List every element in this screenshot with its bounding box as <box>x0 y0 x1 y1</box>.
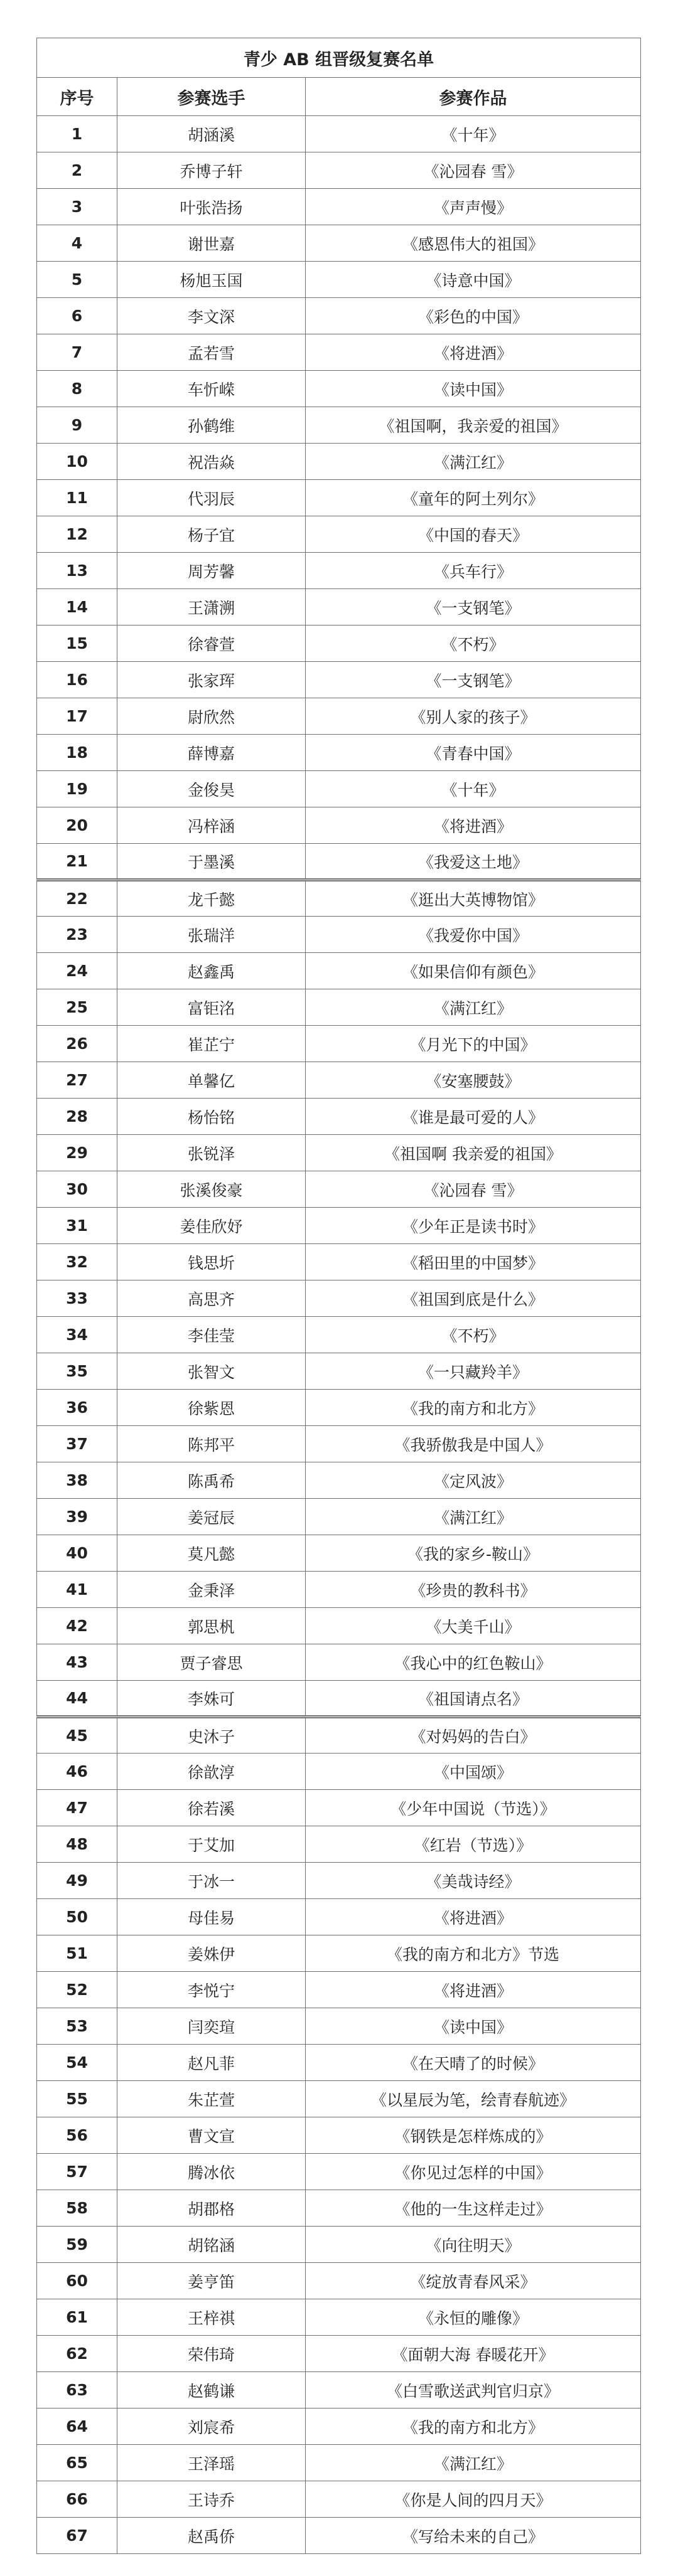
contestant-name: 乔博子轩 <box>117 152 306 189</box>
work-title: 《我爱你中国》 <box>306 917 641 953</box>
table-row <box>37 1790 641 1826</box>
table-row <box>37 1462 641 1499</box>
table-row <box>37 2117 641 2154</box>
table-row <box>37 844 641 880</box>
table-row <box>37 1062 641 1099</box>
table-row <box>37 1863 641 1899</box>
contestant-name: 胡铭涵 <box>117 2227 306 2263</box>
table-row <box>37 2263 641 2299</box>
contestant-name: 张溪俊豪 <box>117 1171 306 1208</box>
table-row <box>37 1681 641 1717</box>
work-title: 《你是人间的四月天》 <box>306 2481 641 2518</box>
table-row <box>37 1644 641 1681</box>
contestant-name: 张锐泽 <box>117 1135 306 1171</box>
contestant-name: 李佳莹 <box>117 1317 306 1353</box>
contestant-name: 杨子宜 <box>117 516 306 553</box>
row-number: 64 <box>37 2408 117 2445</box>
contestant-name: 赵鹤谦 <box>117 2372 306 2408</box>
table-row <box>37 880 641 917</box>
contestant-name: 胡涵溪 <box>117 116 306 152</box>
table-row <box>37 407 641 444</box>
row-number: 3 <box>37 189 117 225</box>
work-title: 《诗意中国》 <box>306 262 641 298</box>
work-title: 《中国的春天》 <box>306 516 641 553</box>
row-number: 41 <box>37 1572 117 1608</box>
work-title: 《珍贵的教科书》 <box>306 1572 641 1608</box>
work-title: 《谁是最可爱的人》 <box>306 1099 641 1135</box>
work-title: 《定风波》 <box>306 1462 641 1499</box>
table-row <box>37 589 641 625</box>
table-row <box>37 1390 641 1426</box>
work-title: 《红岩（节选）》 <box>306 1826 641 1863</box>
table-row <box>37 516 641 553</box>
contestant-name: 孙鹤维 <box>117 407 306 444</box>
table-row <box>37 2481 641 2518</box>
work-title: 《祖国到底是什么》 <box>306 1280 641 1317</box>
contestant-name: 徐睿萱 <box>117 625 306 662</box>
table-row <box>37 2408 641 2445</box>
table-row <box>37 553 641 589</box>
row-number: 56 <box>37 2117 117 2154</box>
work-title: 《满江红》 <box>306 2445 641 2481</box>
row-number: 51 <box>37 1935 117 1972</box>
contestant-name: 曹文宣 <box>117 2117 306 2154</box>
table-row <box>37 1499 641 1535</box>
contestant-name: 高思齐 <box>117 1280 306 1317</box>
row-number: 21 <box>37 844 117 880</box>
table-row <box>37 953 641 989</box>
row-number: 22 <box>37 880 117 917</box>
row-number: 20 <box>37 807 117 844</box>
contestant-name: 张家珲 <box>117 662 306 698</box>
work-title: 《我的南方和北方》节选 <box>306 1935 641 1972</box>
row-number: 38 <box>37 1462 117 1499</box>
work-title: 《在天晴了的时候》 <box>306 2045 641 2081</box>
work-title: 《不朽》 <box>306 1317 641 1353</box>
table-row <box>37 2336 641 2372</box>
work-title: 《沁园春 雪》 <box>306 152 641 189</box>
table-row <box>37 1244 641 1280</box>
work-title: 《一支钢笔》 <box>306 662 641 698</box>
work-title: 《读中国》 <box>306 2008 641 2045</box>
contestant-name: 张瑞洋 <box>117 917 306 953</box>
contestant-name: 王潇溯 <box>117 589 306 625</box>
contestant-name: 李悦宁 <box>117 1972 306 2008</box>
work-title: 《逛出大英博物馆》 <box>306 880 641 917</box>
work-title: 《感恩伟大的祖国》 <box>306 225 641 262</box>
row-number: 15 <box>37 625 117 662</box>
work-title: 《永恒的雕像》 <box>306 2299 641 2336</box>
work-title: 《将进酒》 <box>306 807 641 844</box>
row-number: 52 <box>37 1972 117 2008</box>
work-title: 《满江红》 <box>306 989 641 1026</box>
row-number: 35 <box>37 1353 117 1390</box>
table-row <box>37 2227 641 2263</box>
row-number: 50 <box>37 1899 117 1935</box>
row-number: 46 <box>37 1754 117 1790</box>
row-number: 27 <box>37 1062 117 1099</box>
header-work: 参赛作品 <box>306 78 641 116</box>
table-row <box>37 1171 641 1208</box>
contestant-name: 杨怡铭 <box>117 1099 306 1135</box>
table-row <box>37 807 641 844</box>
contestant-name: 闫奕瑄 <box>117 2008 306 2045</box>
table-row <box>37 2008 641 2045</box>
contestant-name: 胡郡格 <box>117 2190 306 2227</box>
work-title: 《我骄傲我是中国人》 <box>306 1426 641 1462</box>
contestant-name: 于冰一 <box>117 1863 306 1899</box>
contestant-name: 陈禹希 <box>117 1462 306 1499</box>
work-title: 《如果信仰有颜色》 <box>306 953 641 989</box>
work-title: 《青春中国》 <box>306 735 641 771</box>
row-number: 5 <box>37 262 117 298</box>
work-title: 《少年正是读书时》 <box>306 1208 641 1244</box>
table-row <box>37 698 641 735</box>
work-title: 《面朝大海 春暖花开》 <box>306 2336 641 2372</box>
table-row <box>37 1280 641 1317</box>
contestant-name: 金秉泽 <box>117 1572 306 1608</box>
roster-sheet <box>36 38 640 2554</box>
contestant-name: 史沐子 <box>117 1717 306 1754</box>
contestant-name: 张智文 <box>117 1353 306 1390</box>
work-title: 《祖国请点名》 <box>306 1681 641 1717</box>
contestant-name: 王诗乔 <box>117 2481 306 2518</box>
work-title: 《一支钢笔》 <box>306 589 641 625</box>
work-title: 《十年》 <box>306 771 641 807</box>
header-row <box>37 78 641 116</box>
contestant-name: 腾冰依 <box>117 2154 306 2190</box>
row-number: 61 <box>37 2299 117 2336</box>
work-title: 《少年中国说（节选）》 <box>306 1790 641 1826</box>
table-row <box>37 2154 641 2190</box>
row-number: 24 <box>37 953 117 989</box>
contestant-name: 赵凡菲 <box>117 2045 306 2081</box>
contestant-name: 谢世嘉 <box>117 225 306 262</box>
row-number: 30 <box>37 1171 117 1208</box>
row-number: 44 <box>37 1681 117 1717</box>
work-title: 《一只藏羚羊》 <box>306 1353 641 1390</box>
table-row <box>37 1608 641 1644</box>
row-number: 42 <box>37 1608 117 1644</box>
work-title: 《以星辰为笔，绘青春航迹》 <box>306 2081 641 2117</box>
row-number: 13 <box>37 553 117 589</box>
row-number: 11 <box>37 480 117 516</box>
row-number: 23 <box>37 917 117 953</box>
table-row <box>37 1972 641 2008</box>
table-row <box>37 1572 641 1608</box>
row-number: 28 <box>37 1099 117 1135</box>
contestant-name: 叶张浩扬 <box>117 189 306 225</box>
work-title: 《读中国》 <box>306 371 641 407</box>
contestant-name: 赵禹侨 <box>117 2518 306 2554</box>
work-title: 《白雪歌送武判官归京》 <box>306 2372 641 2408</box>
contestant-name: 车忻嵘 <box>117 371 306 407</box>
contestant-name: 徐紫恩 <box>117 1390 306 1426</box>
row-number: 62 <box>37 2336 117 2372</box>
contestant-name: 冯梓涵 <box>117 807 306 844</box>
contestant-name: 朱芷萱 <box>117 2081 306 2117</box>
row-number: 2 <box>37 152 117 189</box>
row-number: 8 <box>37 371 117 407</box>
work-title: 《兵车行》 <box>306 553 641 589</box>
row-number: 1 <box>37 116 117 152</box>
table-row <box>37 2190 641 2227</box>
work-title: 《中国颂》 <box>306 1754 641 1790</box>
work-title: 《祖国啊，我亲爱的祖国》 <box>306 407 641 444</box>
contestant-name: 祝浩焱 <box>117 444 306 480</box>
work-title: 《声声慢》 <box>306 189 641 225</box>
table-row <box>37 2518 641 2554</box>
contestant-name: 徐若溪 <box>117 1790 306 1826</box>
contestant-name: 李姝可 <box>117 1681 306 1717</box>
table-row <box>37 2445 641 2481</box>
work-title: 《将进酒》 <box>306 1899 641 1935</box>
row-number: 40 <box>37 1535 117 1572</box>
table-row <box>37 771 641 807</box>
table-row <box>37 262 641 298</box>
header-contestant: 参赛选手 <box>117 78 306 116</box>
row-number: 67 <box>37 2518 117 2554</box>
contestant-name: 周芳馨 <box>117 553 306 589</box>
table-row <box>37 1026 641 1062</box>
table-title: 青少 AB 组晋级复赛名单 <box>37 38 641 78</box>
table-row <box>37 480 641 516</box>
contestant-name: 李文深 <box>117 298 306 334</box>
contestant-name: 孟若雪 <box>117 334 306 371</box>
row-number: 17 <box>37 698 117 735</box>
table-row <box>37 371 641 407</box>
contestant-name: 龙千懿 <box>117 880 306 917</box>
work-title: 《钢铁是怎样炼成的》 <box>306 2117 641 2154</box>
contestant-name: 薛博嘉 <box>117 735 306 771</box>
contestant-name: 金俊昊 <box>117 771 306 807</box>
work-title: 《对妈妈的告白》 <box>306 1717 641 1754</box>
table-row <box>37 1426 641 1462</box>
contestant-name: 姜佳欣妤 <box>117 1208 306 1244</box>
row-number: 29 <box>37 1135 117 1171</box>
row-number: 31 <box>37 1208 117 1244</box>
row-number: 6 <box>37 298 117 334</box>
work-title: 《我的家乡-鞍山》 <box>306 1535 641 1572</box>
work-title: 《美哉诗经》 <box>306 1863 641 1899</box>
row-number: 49 <box>37 1863 117 1899</box>
work-title: 《我心中的红色鞍山》 <box>306 1644 641 1681</box>
row-number: 43 <box>37 1644 117 1681</box>
row-number: 16 <box>37 662 117 698</box>
table-row <box>37 1935 641 1972</box>
work-title: 《绽放青春风采》 <box>306 2263 641 2299</box>
table-row <box>37 2045 641 2081</box>
contestant-name: 赵鑫禹 <box>117 953 306 989</box>
work-title: 《将进酒》 <box>306 334 641 371</box>
work-title: 《童年的阿土列尔》 <box>306 480 641 516</box>
contestant-name: 陈邦平 <box>117 1426 306 1462</box>
work-title: 《别人家的孩子》 <box>306 698 641 735</box>
row-number: 14 <box>37 589 117 625</box>
work-title: 《将进酒》 <box>306 1972 641 2008</box>
row-number: 4 <box>37 225 117 262</box>
row-number: 60 <box>37 2263 117 2299</box>
row-number: 7 <box>37 334 117 371</box>
table-row <box>37 989 641 1026</box>
row-number: 32 <box>37 1244 117 1280</box>
row-number: 45 <box>37 1717 117 1754</box>
row-number: 36 <box>37 1390 117 1426</box>
table-row <box>37 2081 641 2117</box>
work-title: 《祖国啊 我亲爱的祖国》 <box>306 1135 641 1171</box>
table-row <box>37 1353 641 1390</box>
table-row <box>37 1899 641 1935</box>
table-row <box>37 2372 641 2408</box>
contestant-name: 王泽瑶 <box>117 2445 306 2481</box>
row-number: 66 <box>37 2481 117 2518</box>
work-title: 《你见过怎样的中国》 <box>306 2154 641 2190</box>
table-row <box>37 1717 641 1754</box>
row-number: 33 <box>37 1280 117 1317</box>
table-row <box>37 1135 641 1171</box>
contestant-name: 于墨溪 <box>117 844 306 880</box>
header-number: 序号 <box>37 78 117 116</box>
row-number: 55 <box>37 2081 117 2117</box>
row-number: 53 <box>37 2008 117 2045</box>
work-title: 《彩色的中国》 <box>306 298 641 334</box>
contestant-name: 姜亨笛 <box>117 2263 306 2299</box>
contestant-name: 于艾加 <box>117 1826 306 1863</box>
work-title: 《大美千山》 <box>306 1608 641 1644</box>
row-number: 63 <box>37 2372 117 2408</box>
work-title: 《月光下的中国》 <box>306 1026 641 1062</box>
row-number: 59 <box>37 2227 117 2263</box>
work-title: 《不朽》 <box>306 625 641 662</box>
row-number: 58 <box>37 2190 117 2227</box>
table-row <box>37 116 641 152</box>
row-number: 10 <box>37 444 117 480</box>
row-number: 65 <box>37 2445 117 2481</box>
table-row <box>37 917 641 953</box>
contestant-name: 徐歆淳 <box>117 1754 306 1790</box>
table-row <box>37 1754 641 1790</box>
contestant-name: 郭思杋 <box>117 1608 306 1644</box>
table-row <box>37 1535 641 1572</box>
table-row <box>37 225 641 262</box>
row-number: 26 <box>37 1026 117 1062</box>
row-number: 25 <box>37 989 117 1026</box>
table-row <box>37 1826 641 1863</box>
row-number: 9 <box>37 407 117 444</box>
work-title: 《安塞腰鼓》 <box>306 1062 641 1099</box>
row-number: 18 <box>37 735 117 771</box>
work-title: 《他的一生这样走过》 <box>306 2190 641 2227</box>
contestant-name: 荣伟琦 <box>117 2336 306 2372</box>
work-title: 《写给未来的自己》 <box>306 2518 641 2554</box>
table-row <box>37 444 641 480</box>
work-title: 《十年》 <box>306 116 641 152</box>
contestant-name: 贾子睿思 <box>117 1644 306 1681</box>
table-row <box>37 189 641 225</box>
work-title: 《满江红》 <box>306 1499 641 1535</box>
row-number: 48 <box>37 1826 117 1863</box>
contestant-name: 王梓祺 <box>117 2299 306 2336</box>
contestant-name: 钱思圻 <box>117 1244 306 1280</box>
table-row <box>37 735 641 771</box>
row-number: 54 <box>37 2045 117 2081</box>
work-title: 《我爱这土地》 <box>306 844 641 880</box>
row-number: 39 <box>37 1499 117 1535</box>
contestant-name: 姜姝伊 <box>117 1935 306 1972</box>
roster-body <box>37 116 641 2554</box>
contestant-name: 代羽辰 <box>117 480 306 516</box>
work-title: 《向往明天》 <box>306 2227 641 2263</box>
work-title: 《我的南方和北方》 <box>306 1390 641 1426</box>
row-number: 57 <box>37 2154 117 2190</box>
contestant-name: 姜冠辰 <box>117 1499 306 1535</box>
contestant-name: 尉欣然 <box>117 698 306 735</box>
row-number: 19 <box>37 771 117 807</box>
row-number: 47 <box>37 1790 117 1826</box>
table-row <box>37 1208 641 1244</box>
contestant-name: 莫凡懿 <box>117 1535 306 1572</box>
contestant-name: 崔芷宁 <box>117 1026 306 1062</box>
title-row <box>37 38 641 78</box>
table-row <box>37 298 641 334</box>
contestant-name: 富钜洺 <box>117 989 306 1026</box>
row-number: 12 <box>37 516 117 553</box>
contestant-name: 刘宸希 <box>117 2408 306 2445</box>
table-row <box>37 1099 641 1135</box>
work-title: 《稻田里的中国梦》 <box>306 1244 641 1280</box>
work-title: 《满江红》 <box>306 444 641 480</box>
table-row <box>37 2299 641 2336</box>
work-title: 《我的南方和北方》 <box>306 2408 641 2445</box>
table-row <box>37 152 641 189</box>
work-title: 《沁园春 雪》 <box>306 1171 641 1208</box>
row-number: 34 <box>37 1317 117 1353</box>
contestant-name: 单馨亿 <box>117 1062 306 1099</box>
row-number: 37 <box>37 1426 117 1462</box>
contestant-name: 杨旭玉国 <box>117 262 306 298</box>
table-row <box>37 662 641 698</box>
contestant-name: 母佳易 <box>117 1899 306 1935</box>
table-row <box>37 625 641 662</box>
table-row <box>37 1317 641 1353</box>
table-row <box>37 334 641 371</box>
roster-table <box>36 38 641 2554</box>
